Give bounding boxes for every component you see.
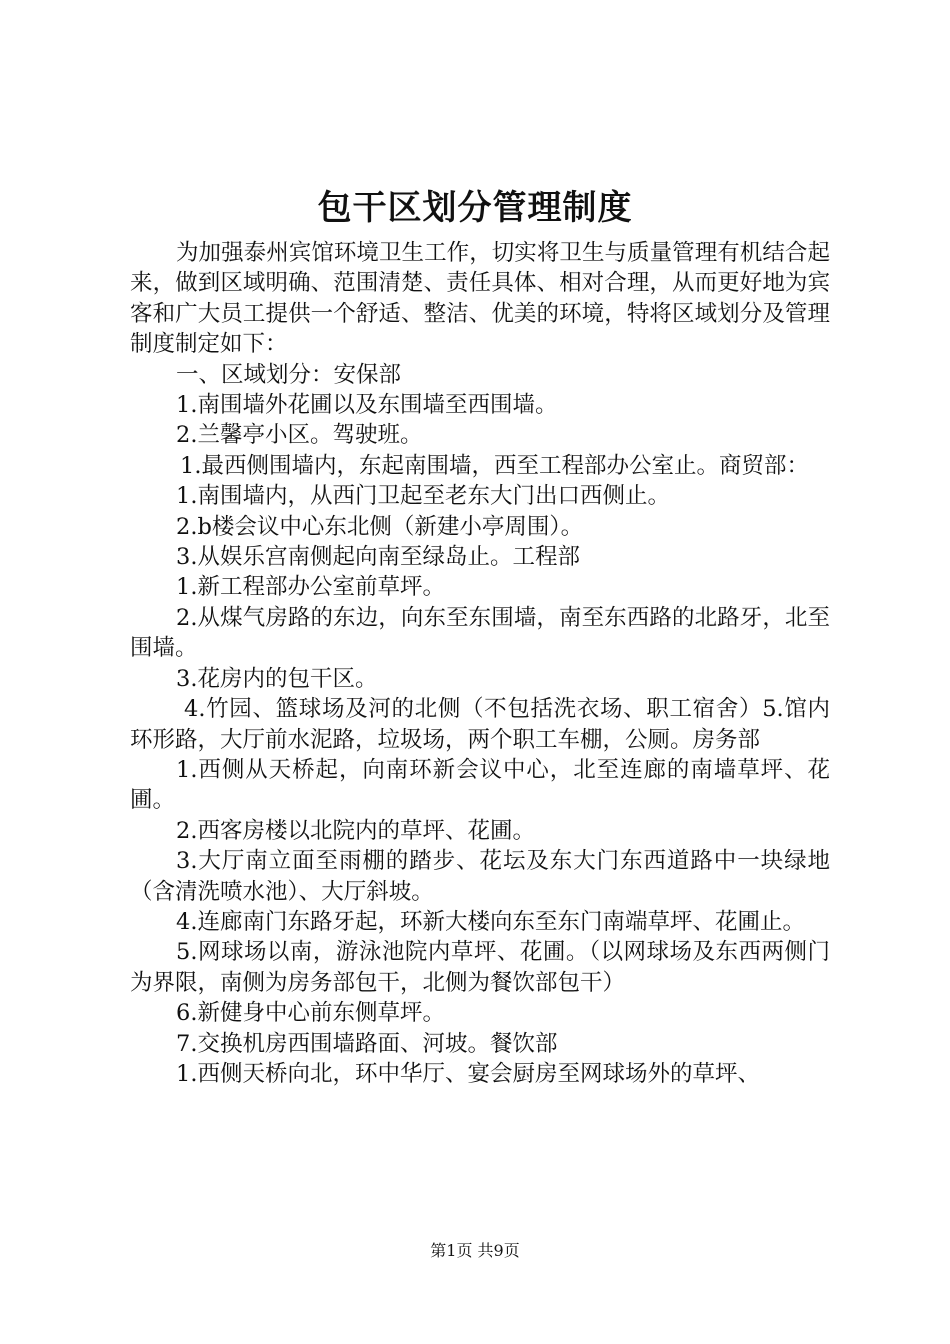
list-item: 1.最西侧围墙内，东起南围墙，西至工程部办公室止。商贸部： <box>180 452 809 479</box>
list-item: 4.连廊南门东路牙起，环新大楼向东至东门南端草坪、花圃止。 <box>176 908 805 935</box>
list-item: 1.南围墙内，从西门卫起至老东大门出口西侧止。 <box>176 483 670 510</box>
list-item: 1.西侧天桥向北，环中华厅、宴会厨房至网球场外的草坪、 <box>176 1060 760 1087</box>
list-item: 3.大厅南立面至雨棚的踏步、花坛及东大门东西道路中一块绿地（含清洗喷水池）、大厅斜坡。 <box>130 848 830 905</box>
list-item: 1.南围墙外花圃以及东围墙至西围墙。 <box>176 392 558 419</box>
list-item: 6.新健身中心前东侧草坪。 <box>176 1000 445 1027</box>
list-item: 4.竹园、篮球场及河的北侧（不包括洗衣场、职工宿舍）5.馆内环形路，大厅前水泥路，垃圾场，两个职工车棚，公厕。房务部 <box>130 696 830 753</box>
section-heading-security: 一、区域划分：安保部 <box>176 361 402 388</box>
document-body <box>130 238 830 1089</box>
list-item: 2.西客房楼以北院内的草坪、花圃。 <box>176 817 535 844</box>
list-item: 2.从煤气房路的东边，向东至东围墙，南至东西路的北路牙，北至围墙。 <box>130 604 830 662</box>
list-item: 1.新工程部办公室前草坪。 <box>176 574 445 601</box>
list-item: 5.网球场以南，游泳池院内草坪、花圃。（以网球场及东西两侧门为界限，南侧为房务部包干，北侧为餐饮部包干） <box>130 939 830 996</box>
list-item: 1.西侧从天桥起，向南环新会议中心，北至连廊的南墙草坪、花圃。 <box>130 756 830 814</box>
list-item: 7.交换机房西围墙路面、河坡。餐饮部 <box>176 1030 558 1057</box>
list-item: 3.花房内的包干区。 <box>176 665 378 692</box>
document-title: 包干区划分管理制度 <box>317 188 633 228</box>
intro-paragraph: 为加强泰州宾馆环境卫生工作，切实将卫生与质量管理有机结合起来，做到区域明确、范围清楚、责任具体、相对合理，从而更好地为宾客和广大员工提供一个舒适、整洁、优美的环境，特将区域划分及管理制度制定如下： <box>130 240 830 358</box>
page-indicator: 第1页 共9页 <box>430 1241 520 1260</box>
list-item: 2.兰馨亭小区。驾驶班。 <box>176 422 423 449</box>
list-item: 3.从娱乐宫南侧起向南至绿岛止。工程部 <box>176 544 580 571</box>
list-item: 2.b楼会议中心东北侧（新建小亭周围）。 <box>176 513 584 540</box>
